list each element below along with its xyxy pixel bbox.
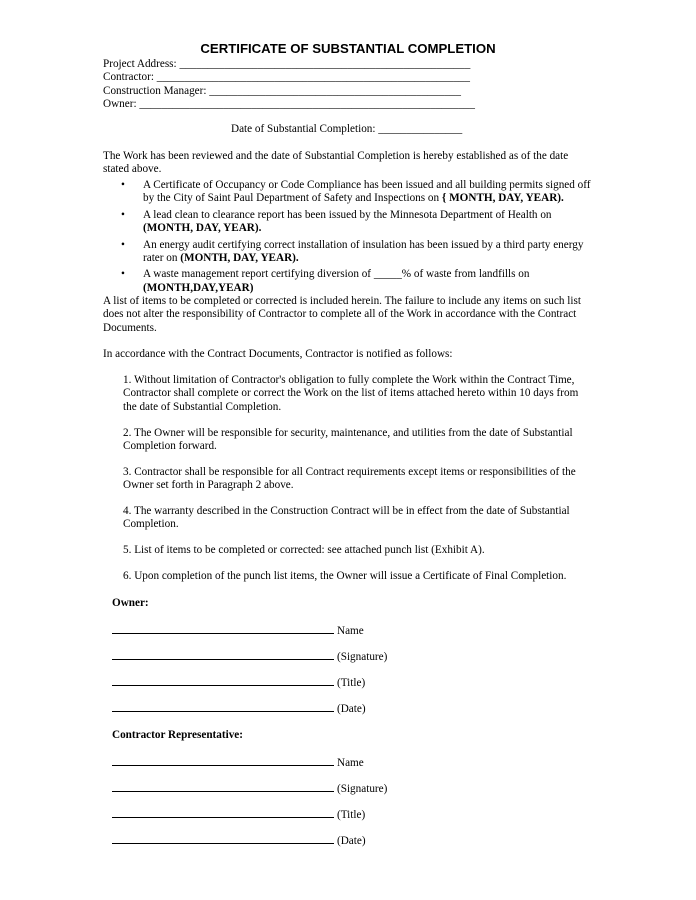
field-label: (Signature) [337,651,388,663]
date-placeholder: (MONTH, DAY, YEAR). [180,252,299,265]
numbered-paragraph-5: 5. List of items to be completed or corrected: see attached punch list (Exhibit A). [123,544,485,556]
bullet-icon: • [121,268,125,281]
owner-title-field[interactable] [112,675,365,690]
bullet-text: A lead clean to clearance report has been issued by the Minnesota Department of Health on [143,208,552,221]
field-label: Name [337,625,364,637]
numbered-paragraph-4: 4. The warranty described in the Construction Contract will be in effect from the date of Substantial Completion. [123,505,570,531]
contractor-representative-heading: Contractor Representative: [112,729,243,741]
owner-name-field[interactable] [112,623,364,638]
bullet-icon: • [121,208,125,221]
numbered-paragraph-2: 2. The Owner will be responsible for security, maintenance, and utilities from the date of Substantial Completion forward. [123,427,573,453]
bullet-text: A Certificate of Occupancy or Code Compliance has been issued and all building permits signed off by the City of Saint Paul Department of Safety and Inspections on [143,179,591,205]
numbered-paragraph-3: 3. Contractor shall be responsible for all Contract requirements except items or responsibilities of the Owner set forth in Paragraph 2 above. [123,466,576,492]
owner-field[interactable]: Owner: ____________________________________________________________ [103,98,475,111]
signature-line[interactable] [112,807,334,818]
numbered-paragraph-1: 1. Without limitation of Contractor's obligation to fully complete the Work within the Contract Time, Contractor shall complete or correct the Work on the list of items attached hereto within 10 days from the date of Substantial Completion. [123,374,579,413]
bullet-text: A waste management report certifying diversion of _____% of waste from landfills on [143,268,530,281]
list-item [103,239,593,266]
project-fields [103,58,603,112]
accordance-paragraph: In accordance with the Contract Documents, Contractor is notified as follows: [103,348,453,360]
field-label: (Date) [337,703,366,715]
contractor-field[interactable]: Contractor: ________________________________________________________ [103,71,470,84]
date-placeholder: (MONTH, DAY, YEAR). [143,222,262,235]
field-label: (Title) [337,809,366,821]
signature-line[interactable] [112,701,334,712]
field-label: (Signature) [337,783,388,795]
field-label: (Date) [337,835,366,847]
construction-manager-field[interactable]: Construction Manager: _____________________________________________ [103,84,461,97]
intro-paragraph: The Work has been reviewed and the date of Substantial Completion is hereby established as of the date stated above. [103,150,569,176]
owner-date-field[interactable] [112,701,366,716]
contractor-title-field[interactable] [112,807,365,822]
date-placeholder: (MONTH,DAY,YEAR) [143,281,254,294]
list-item [103,268,593,295]
field-label: Name [337,757,364,769]
project-address-field[interactable]: Project Address: ____________________________________________________ [103,58,471,70]
contractor-name-field[interactable] [112,755,364,770]
field-label: (Title) [337,677,366,689]
substantial-completion-date-field[interactable]: Date of Substantial Completion: _______________ [231,123,463,135]
owner-heading: Owner: [112,597,149,609]
requirements-list [103,179,593,298]
bullet-icon: • [121,238,125,251]
list-item [103,209,593,236]
bullet-icon: • [121,179,125,191]
contractor-date-field[interactable] [112,833,366,848]
date-placeholder: { MONTH, DAY, YEAR). [441,192,564,205]
numbered-paragraph-6: 6. Upon completion of the punch list items, the Owner will issue a Certificate of Final Completion. [123,570,567,582]
owner-signature-field[interactable] [112,649,387,664]
list-note-paragraph: A list of items to be completed or corrected is included herein. The failure to include any items on such list does not alter the responsibility of Contractor to complete all of the Work in accordance with the Contract Documents. [103,295,581,334]
signature-line[interactable] [112,623,334,634]
document-title: CERTIFICATE OF SUBSTANTIAL COMPLETION [200,41,496,56]
signature-line[interactable] [112,675,334,686]
bullet-text: An energy audit certifying correct installation of insulation has been issued by a third party energy rater on [143,238,584,265]
contractor-signature-field[interactable] [112,781,387,796]
signature-line[interactable] [112,781,334,792]
signature-line[interactable] [112,833,334,844]
list-item [103,179,593,206]
signature-line[interactable] [112,649,334,660]
signature-line[interactable] [112,755,334,766]
